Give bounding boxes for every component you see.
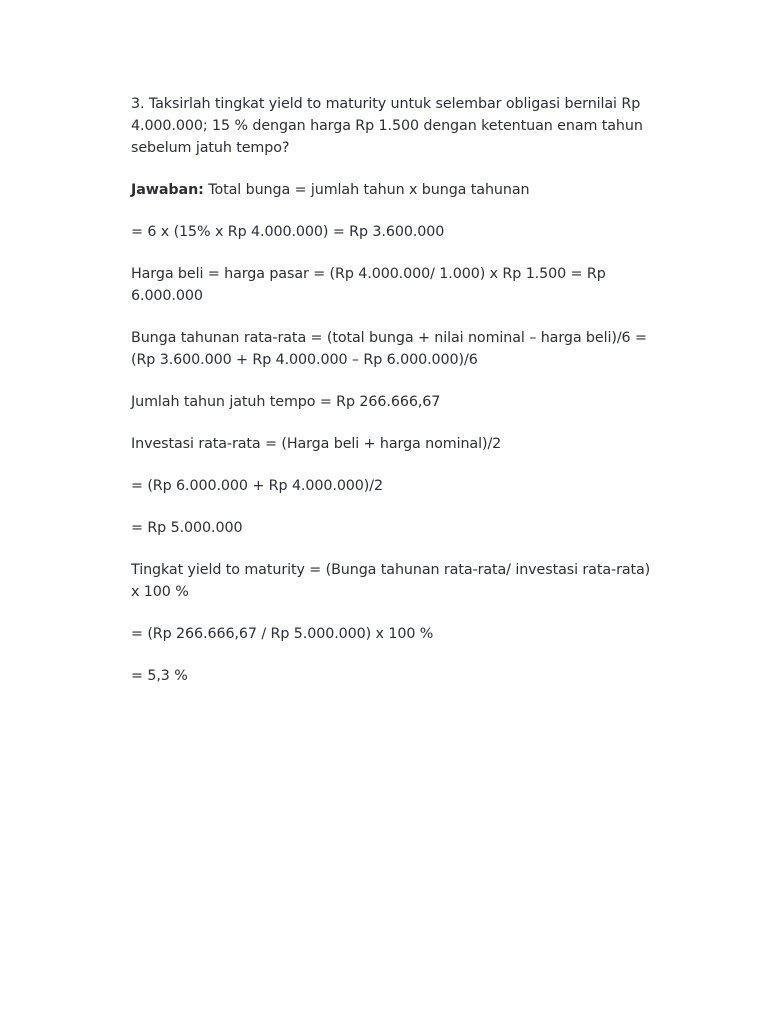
answer-first-line: Total bunga = jumlah tahun x bunga tahunan: [203, 182, 530, 198]
answer-paragraph: [131, 179, 661, 201]
line-ytm-formula: Tingkat yield to maturity = (Bunga tahunan rata-rata/ investasi rata-rata) x 100 %: [131, 562, 651, 600]
line-total-interest-calc: = 6 x (15% x Rp 4.000.000) = Rp 3.600.000: [131, 224, 445, 240]
question-paragraph: 3. Taksirlah tingkat yield to maturity untuk selembar obligasi bernilai Rp 4.000.000; 15 % dengan harga Rp 1.500 dengan ketentuan enam tahun sebelum jatuh tempo?: [131, 96, 643, 156]
line-ytm-result: = 5,3 %: [131, 668, 188, 684]
line-ytm-calc: = (Rp 266.666,67 / Rp 5.000.000) x 100 %: [131, 626, 434, 642]
line-maturity-years: Jumlah tahun jatuh tempo = Rp 266.666,67: [131, 394, 441, 410]
document-body: [131, 93, 661, 707]
answer-label: Jawaban:: [131, 182, 204, 198]
line-average-annual-interest: Bunga tahunan rata-rata = (total bunga + nilai nominal – harga beli)/6 = (Rp 3.600.000 + Rp 4.000.000 – Rp 6.000.000)/6: [131, 330, 647, 368]
line-average-investment-result: = Rp 5.000.000: [131, 520, 243, 536]
line-purchase-price: Harga beli = harga pasar = (Rp 4.000.000/ 1.000) x Rp 1.500 = Rp 6.000.000: [131, 266, 606, 304]
line-average-investment-calc: = (Rp 6.000.000 + Rp 4.000.000)/2: [131, 478, 383, 494]
line-average-investment: Investasi rata-rata = (Harga beli + harga nominal)/2: [131, 436, 502, 452]
